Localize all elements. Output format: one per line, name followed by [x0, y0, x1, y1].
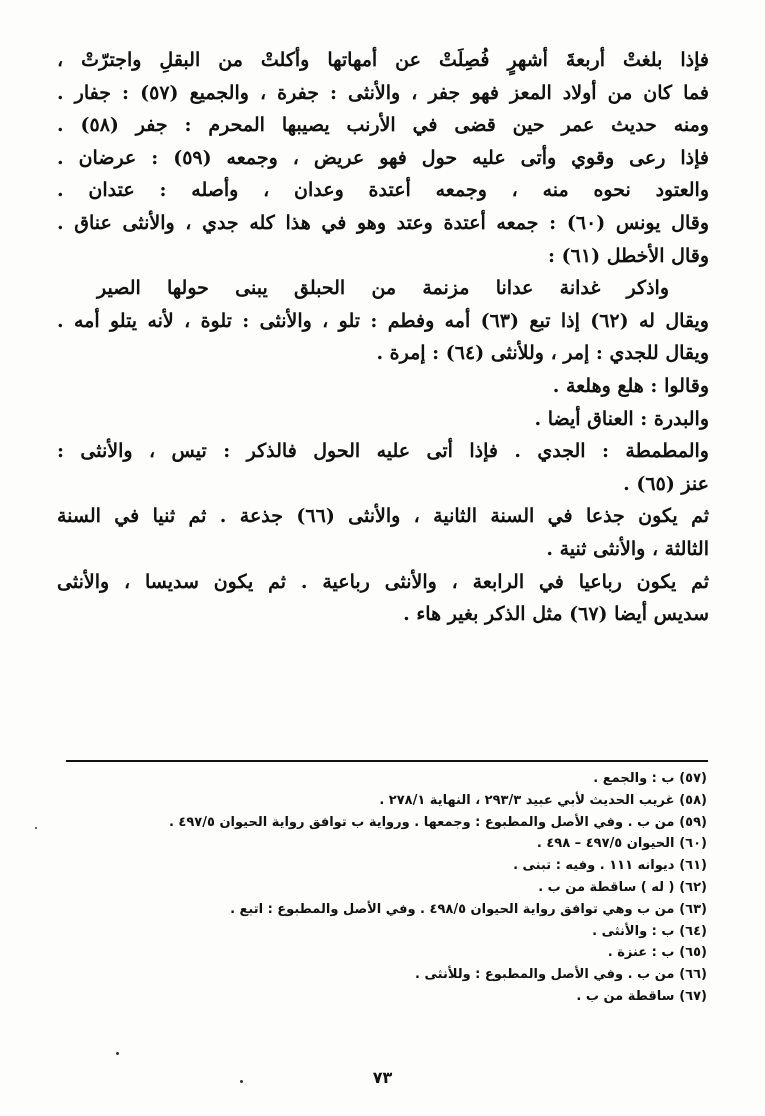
text-line: ومنه حديث عمر حين قضى في الأرنب يصيبها المحرم : جفر (٥٨) .	[57, 114, 709, 137]
footnote	[57, 877, 707, 899]
text-line: والمطمطة : الجدي . فإذا أتى عليه الحول فالذكر : تيس ، والأنثى :	[57, 440, 709, 463]
footnote	[57, 921, 707, 943]
text-line: ثم يكون جذعا في السنة الثانية ، والأنثى (٦٦) جذعة . ثم ثنيا في السنة	[57, 505, 709, 528]
main-text	[57, 44, 709, 631]
text-line: سديس أيضا (٦٧) مثل الذكر بغير هاء .	[403, 603, 709, 626]
footnote-text: ( له ) ساقطة من ب .	[538, 879, 675, 895]
footnote-number: (٥٩)	[679, 814, 707, 830]
footnotes	[57, 768, 707, 1008]
footnote-number: (٦٦)	[679, 967, 707, 983]
footnote-number: (٦٠)	[679, 836, 707, 852]
footnote-number: (٦٤)	[679, 923, 707, 939]
footnote-text: ديوانه ١١١ . وفيه : تبنى .	[513, 858, 675, 874]
footnote-number: (٦٥)	[679, 945, 707, 961]
text-line: فإذا بلغتْ أربعةَ أشهرٍ فُصِلَتْ عن أمهاتها وأكلتْ من البقلِ واجترّتْ ،	[57, 49, 709, 71]
footnote	[57, 855, 707, 877]
footnote	[57, 833, 707, 855]
footnote	[57, 768, 707, 790]
footnote	[57, 812, 707, 834]
footnote-text: ب : والأنثى .	[592, 923, 675, 939]
text-line: عنز (٦٥) .	[623, 472, 709, 495]
footnote-number: (٦٢)	[679, 879, 707, 895]
text-line: فإذا رعى وقوي وأتى عليه حول فهو عريض ، وجمعه (٥٩) : عرضان .	[57, 146, 709, 169]
footnote-number: (٥٧)	[679, 771, 707, 786]
text-line: ويقال للجدي : إمر ، وللأنثى (٦٤) : إمرة .	[376, 342, 709, 365]
footnote-text: ساقطة من ب .	[576, 988, 675, 1004]
speck-mark	[116, 1052, 119, 1055]
footnote-number: (٦١)	[679, 858, 707, 874]
text-line: ثم يكون رباعيا في الرابعة ، والأنثى رباعية . ثم يكون سديسا ، والأنثى	[57, 570, 709, 593]
footnote-text: ب : عنزة .	[607, 945, 675, 961]
text-line: وقال يونس (٦٠) : جمعه أعتدة وعتد وهو في هذا كله جدي ، والأنثى عناق .	[57, 211, 709, 234]
page-number: ٧٣	[372, 1068, 393, 1087]
footnote-separator	[66, 760, 708, 762]
text-line: وقالوا : هلع وهلعة .	[552, 374, 709, 397]
footnote-text: ب : والجمع .	[593, 771, 675, 786]
footnote	[57, 942, 707, 964]
footnote	[57, 790, 707, 812]
verse-line: واذكر غدانة عدانا مزنمة من الحبلق يبنى حولها الصير	[97, 277, 669, 300]
footnote-text: من ب . وفي الأصل والمطبوع : وجمعها . ورواية ب توافق رواية الحيوان ٤٩٧/٥ .	[168, 814, 675, 830]
text-line: الثالثة ، والأنثى ثنية .	[546, 537, 709, 560]
speck-mark	[35, 827, 37, 829]
text-line: والبدرة : العناق أيضا .	[534, 407, 709, 430]
footnote	[57, 986, 707, 1008]
text-line: وقال الأخطل (٦١) :	[548, 244, 709, 267]
text-line: والعتود نحوه منه ، وجمعه أعتدة وعدان ، وأصله : عتدان .	[57, 179, 709, 202]
text-line: فما كان من أولاد المعز فهو جفر ، والأنثى : جفرة ، والجميع (٥٧) : جفار .	[57, 81, 709, 104]
footnote-number: (٦٧)	[679, 988, 707, 1004]
footnote-text: من ب . وفي الأصل والمطبوع : وللأنثى .	[415, 967, 675, 983]
footnote-text: من ب وهي توافق رواية الحيوان ٤٩٨/٥ . وفي الأصل والمطبوع : اتبع .	[230, 901, 675, 917]
text-line: ويقال له (٦٢) إذا تبع (٦٣) أمه وفطم : تلو ، والأنثى : تلوة ، لأنه يتلو أمه .	[57, 309, 709, 332]
footnote-text: الحيوان ٤٩٧/٥ – ٤٩٨ .	[536, 836, 675, 852]
footnote-number: (٥٨)	[679, 792, 707, 808]
footnote	[57, 899, 707, 921]
footnote	[57, 964, 707, 986]
footnote-text: غريب الحديث لأبي عبيد ٢٩٣/٣ ، النهاية ٢٧٨/١ .	[379, 792, 675, 808]
footnote-number: (٦٣)	[679, 901, 707, 917]
